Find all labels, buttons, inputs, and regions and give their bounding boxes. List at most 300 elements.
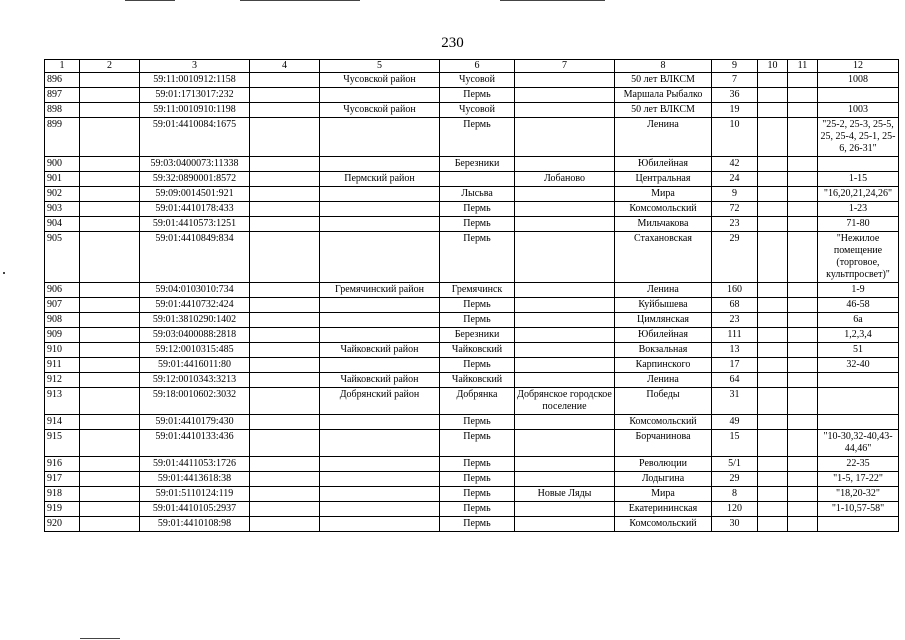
row-number: 918 xyxy=(45,487,80,502)
empty-cell xyxy=(758,343,788,358)
empty-cell xyxy=(758,88,788,103)
city: Чусовой xyxy=(440,73,515,88)
settlement xyxy=(515,283,615,298)
district xyxy=(320,88,440,103)
house-number: 120 xyxy=(712,502,758,517)
empty-cell xyxy=(758,283,788,298)
row-number: 910 xyxy=(45,343,80,358)
row-number: 909 xyxy=(45,328,80,343)
empty-cell xyxy=(250,502,320,517)
empty-cell xyxy=(250,172,320,187)
row-number: 896 xyxy=(45,73,80,88)
settlement xyxy=(515,343,615,358)
city: Пермь xyxy=(440,517,515,532)
cadastral-number: 59:18:0010602:3032 xyxy=(140,388,250,415)
empty-cell xyxy=(758,298,788,313)
house-number: 49 xyxy=(712,415,758,430)
street: Ленина xyxy=(615,373,712,388)
empty-cell xyxy=(80,103,140,118)
empty-cell xyxy=(80,430,140,457)
city xyxy=(440,172,515,187)
street: Ленина xyxy=(615,283,712,298)
empty-cell xyxy=(758,313,788,328)
empty-cell xyxy=(250,415,320,430)
city: Березники xyxy=(440,328,515,343)
settlement xyxy=(515,328,615,343)
street: Победы xyxy=(615,388,712,415)
empty-cell xyxy=(80,388,140,415)
scan-artifact-top-right xyxy=(500,0,605,1)
row-number: 917 xyxy=(45,472,80,487)
house-number: 72 xyxy=(712,202,758,217)
settlement xyxy=(515,73,615,88)
street: 50 лет ВЛКСМ xyxy=(615,73,712,88)
house-number: 24 xyxy=(712,172,758,187)
scan-artifact-top-mid xyxy=(240,0,360,1)
empty-cell xyxy=(250,232,320,283)
table-row xyxy=(45,187,899,202)
street: Цимлянская xyxy=(615,313,712,328)
settlement xyxy=(515,502,615,517)
house-number: 29 xyxy=(712,232,758,283)
empty-cell xyxy=(758,430,788,457)
row-number: 898 xyxy=(45,103,80,118)
page-number: 230 xyxy=(441,35,464,51)
cadastral-number: 59:01:4410084:1675 xyxy=(140,118,250,157)
empty-cell xyxy=(250,517,320,532)
city: Пермь xyxy=(440,88,515,103)
settlement xyxy=(515,430,615,457)
col-header-2: 2 xyxy=(80,60,140,73)
street: Комсомольский xyxy=(615,415,712,430)
empty-cell xyxy=(758,472,788,487)
empty-cell xyxy=(758,415,788,430)
street: Комсомольский xyxy=(615,517,712,532)
settlement xyxy=(515,373,615,388)
row-number: 919 xyxy=(45,502,80,517)
house-number: 17 xyxy=(712,358,758,373)
table-row xyxy=(45,328,899,343)
street: Борчанинова xyxy=(615,430,712,457)
empty-cell xyxy=(788,457,818,472)
cadastral-number: 59:11:0010910:1198 xyxy=(140,103,250,118)
house-number: 19 xyxy=(712,103,758,118)
settlement xyxy=(515,517,615,532)
row-number: 907 xyxy=(45,298,80,313)
empty-cell xyxy=(788,172,818,187)
cadastral-number: 59:04:0103010:734 xyxy=(140,283,250,298)
empty-cell xyxy=(80,373,140,388)
cadastral-number: 59:01:1713017:232 xyxy=(140,88,250,103)
premises: 1003 xyxy=(818,103,899,118)
table-row xyxy=(45,283,899,298)
empty-cell xyxy=(788,157,818,172)
cadastral-number: 59:12:0010343:3213 xyxy=(140,373,250,388)
empty-cell xyxy=(758,457,788,472)
empty-cell xyxy=(250,328,320,343)
house-number: 64 xyxy=(712,373,758,388)
cadastral-number: 59:01:5110124:119 xyxy=(140,487,250,502)
premises xyxy=(818,88,899,103)
row-number: 897 xyxy=(45,88,80,103)
table-row xyxy=(45,118,899,157)
empty-cell xyxy=(250,358,320,373)
empty-cell xyxy=(80,472,140,487)
settlement xyxy=(515,103,615,118)
city: Добрянка xyxy=(440,388,515,415)
empty-cell xyxy=(250,73,320,88)
city: Пермь xyxy=(440,487,515,502)
house-number: 7 xyxy=(712,73,758,88)
empty-cell xyxy=(758,202,788,217)
empty-cell xyxy=(80,202,140,217)
cadastral-number: 59:01:4416011:80 xyxy=(140,358,250,373)
empty-cell xyxy=(758,187,788,202)
city: Чайковский xyxy=(440,343,515,358)
empty-cell xyxy=(758,103,788,118)
row-number: 906 xyxy=(45,283,80,298)
district xyxy=(320,202,440,217)
street: Комсомольский xyxy=(615,202,712,217)
premises: "16,20,21,24,26" xyxy=(818,187,899,202)
empty-cell xyxy=(788,472,818,487)
settlement: Лобаново xyxy=(515,172,615,187)
empty-cell xyxy=(80,457,140,472)
street: Вокзальная xyxy=(615,343,712,358)
scan-artifact-bottom xyxy=(80,638,120,639)
premises: "10-30,32-40,43-44,46" xyxy=(818,430,899,457)
city: Пермь xyxy=(440,415,515,430)
street: Центральная xyxy=(615,172,712,187)
house-number: 8 xyxy=(712,487,758,502)
col-header-5: 5 xyxy=(320,60,440,73)
premises: 1,2,3,4 xyxy=(818,328,899,343)
table-row xyxy=(45,103,899,118)
empty-cell xyxy=(788,517,818,532)
premises: 32-40 xyxy=(818,358,899,373)
col-header-10: 10 xyxy=(758,60,788,73)
premises: "1-10,57-58" xyxy=(818,502,899,517)
row-number: 905 xyxy=(45,232,80,283)
premises xyxy=(818,373,899,388)
empty-cell xyxy=(80,187,140,202)
premises: 71-80 xyxy=(818,217,899,232)
street: Ленина xyxy=(615,118,712,157)
city: Чайковский xyxy=(440,373,515,388)
empty-cell xyxy=(250,202,320,217)
house-number: 15 xyxy=(712,430,758,457)
premises: 22-35 xyxy=(818,457,899,472)
col-header-11: 11 xyxy=(788,60,818,73)
empty-cell xyxy=(758,172,788,187)
house-number: 36 xyxy=(712,88,758,103)
city: Лысьва xyxy=(440,187,515,202)
scan-artifact-left-dot xyxy=(3,272,5,274)
district: Чусовской район xyxy=(320,103,440,118)
col-header-6: 6 xyxy=(440,60,515,73)
premises: "18,20-32" xyxy=(818,487,899,502)
city: Пермь xyxy=(440,472,515,487)
cadastral-number: 59:01:3810290:1402 xyxy=(140,313,250,328)
street: Юбилейная xyxy=(615,328,712,343)
premises: 1-23 xyxy=(818,202,899,217)
table-row xyxy=(45,388,899,415)
district xyxy=(320,517,440,532)
row-number: 903 xyxy=(45,202,80,217)
city: Пермь xyxy=(440,502,515,517)
empty-cell xyxy=(250,343,320,358)
premises: 1008 xyxy=(818,73,899,88)
header-row xyxy=(45,60,899,73)
street: Мира xyxy=(615,487,712,502)
empty-cell xyxy=(788,358,818,373)
cadastral-number: 59:09:0014501:921 xyxy=(140,187,250,202)
empty-cell xyxy=(250,103,320,118)
settlement xyxy=(515,313,615,328)
street: Куйбышева xyxy=(615,298,712,313)
cadastral-number: 59:11:0010912:1158 xyxy=(140,73,250,88)
empty-cell xyxy=(788,430,818,457)
empty-cell xyxy=(250,118,320,157)
row-number: 904 xyxy=(45,217,80,232)
street: Революции xyxy=(615,457,712,472)
empty-cell xyxy=(788,202,818,217)
empty-cell xyxy=(250,217,320,232)
house-number: 30 xyxy=(712,517,758,532)
empty-cell xyxy=(788,313,818,328)
premises: "1-5, 17-22" xyxy=(818,472,899,487)
empty-cell xyxy=(758,217,788,232)
premises: "25-2, 25-3, 25-5, 25, 25-4, 25-1, 25-6, 26-31" xyxy=(818,118,899,157)
house-number: 29 xyxy=(712,472,758,487)
empty-cell xyxy=(758,118,788,157)
cadastral-number: 59:01:4410133:436 xyxy=(140,430,250,457)
city: Пермь xyxy=(440,202,515,217)
empty-cell xyxy=(788,415,818,430)
row-number: 908 xyxy=(45,313,80,328)
settlement xyxy=(515,157,615,172)
row-number: 902 xyxy=(45,187,80,202)
city: Пермь xyxy=(440,298,515,313)
district xyxy=(320,298,440,313)
table-row xyxy=(45,472,899,487)
empty-cell xyxy=(788,187,818,202)
district: Чайковский район xyxy=(320,373,440,388)
city: Пермь xyxy=(440,232,515,283)
district xyxy=(320,415,440,430)
house-number: 13 xyxy=(712,343,758,358)
city: Пермь xyxy=(440,313,515,328)
premises: 6а xyxy=(818,313,899,328)
district xyxy=(320,457,440,472)
empty-cell xyxy=(80,118,140,157)
cadastral-number: 59:01:4410179:430 xyxy=(140,415,250,430)
empty-cell xyxy=(80,172,140,187)
row-number: 913 xyxy=(45,388,80,415)
premises: "Нежилое помещение (торговое, культпросвет)" xyxy=(818,232,899,283)
table-row xyxy=(45,487,899,502)
empty-cell xyxy=(758,487,788,502)
district xyxy=(320,430,440,457)
district xyxy=(320,232,440,283)
city: Пермь xyxy=(440,217,515,232)
house-number: 23 xyxy=(712,217,758,232)
city: Березники xyxy=(440,157,515,172)
empty-cell xyxy=(788,232,818,283)
row-number: 915 xyxy=(45,430,80,457)
cadastral-number: 59:03:0400088:2818 xyxy=(140,328,250,343)
settlement xyxy=(515,217,615,232)
col-header-7: 7 xyxy=(515,60,615,73)
settlement: Добрянское городское поселение xyxy=(515,388,615,415)
settlement xyxy=(515,457,615,472)
cadastral-number: 59:01:4410105:2937 xyxy=(140,502,250,517)
scan-artifact-top-left xyxy=(125,0,175,1)
col-header-9: 9 xyxy=(712,60,758,73)
row-number: 901 xyxy=(45,172,80,187)
empty-cell xyxy=(758,358,788,373)
settlement xyxy=(515,118,615,157)
house-number: 31 xyxy=(712,388,758,415)
empty-cell xyxy=(758,517,788,532)
settlement xyxy=(515,358,615,373)
table-row xyxy=(45,217,899,232)
street: Маршала Рыбалко xyxy=(615,88,712,103)
empty-cell xyxy=(250,457,320,472)
empty-cell xyxy=(250,298,320,313)
street: Мира xyxy=(615,187,712,202)
house-number: 111 xyxy=(712,328,758,343)
district xyxy=(320,187,440,202)
premises: 1-9 xyxy=(818,283,899,298)
col-header-4: 4 xyxy=(250,60,320,73)
empty-cell xyxy=(788,502,818,517)
row-number: 911 xyxy=(45,358,80,373)
empty-cell xyxy=(250,430,320,457)
cadastral-number: 59:01:4410573:1251 xyxy=(140,217,250,232)
empty-cell xyxy=(758,502,788,517)
table-row xyxy=(45,232,899,283)
cadastral-number: 59:01:4410732:424 xyxy=(140,298,250,313)
row-number: 900 xyxy=(45,157,80,172)
street: Юбилейная xyxy=(615,157,712,172)
empty-cell xyxy=(80,343,140,358)
premises xyxy=(818,415,899,430)
house-number: 9 xyxy=(712,187,758,202)
row-number: 920 xyxy=(45,517,80,532)
registry-table xyxy=(44,59,899,532)
empty-cell xyxy=(250,88,320,103)
table-row xyxy=(45,157,899,172)
row-number: 912 xyxy=(45,373,80,388)
district xyxy=(320,358,440,373)
settlement xyxy=(515,187,615,202)
cadastral-number: 59:01:4410108:98 xyxy=(140,517,250,532)
settlement xyxy=(515,88,615,103)
empty-cell xyxy=(788,298,818,313)
premises xyxy=(818,157,899,172)
empty-cell xyxy=(788,88,818,103)
district: Добрянский район xyxy=(320,388,440,415)
street: Лодыгина xyxy=(615,472,712,487)
empty-cell xyxy=(80,487,140,502)
street: Стахановская xyxy=(615,232,712,283)
cadastral-number: 59:12:0010315:485 xyxy=(140,343,250,358)
street: 50 лет ВЛКСМ xyxy=(615,103,712,118)
empty-cell xyxy=(80,502,140,517)
house-number: 23 xyxy=(712,313,758,328)
empty-cell xyxy=(758,373,788,388)
empty-cell xyxy=(758,328,788,343)
district xyxy=(320,118,440,157)
empty-cell xyxy=(788,103,818,118)
district xyxy=(320,313,440,328)
empty-cell xyxy=(80,415,140,430)
empty-cell xyxy=(250,313,320,328)
table-row xyxy=(45,73,899,88)
table-row xyxy=(45,202,899,217)
cadastral-number: 59:01:4411053:1726 xyxy=(140,457,250,472)
cadastral-number: 59:01:4410178:433 xyxy=(140,202,250,217)
row-number: 899 xyxy=(45,118,80,157)
empty-cell xyxy=(80,283,140,298)
city: Гремячинск xyxy=(440,283,515,298)
table-row xyxy=(45,343,899,358)
empty-cell xyxy=(788,73,818,88)
empty-cell xyxy=(788,118,818,157)
empty-cell xyxy=(758,73,788,88)
district: Чайковский район xyxy=(320,343,440,358)
empty-cell xyxy=(80,298,140,313)
street: Мильчакова xyxy=(615,217,712,232)
premises: 1-15 xyxy=(818,172,899,187)
table-row xyxy=(45,517,899,532)
table-row xyxy=(45,298,899,313)
empty-cell xyxy=(250,487,320,502)
city: Пермь xyxy=(440,358,515,373)
settlement xyxy=(515,202,615,217)
empty-cell xyxy=(758,157,788,172)
empty-cell xyxy=(80,157,140,172)
house-number: 68 xyxy=(712,298,758,313)
premises xyxy=(818,388,899,415)
premises: 51 xyxy=(818,343,899,358)
empty-cell xyxy=(80,232,140,283)
empty-cell xyxy=(788,328,818,343)
empty-cell xyxy=(80,517,140,532)
house-number: 5/1 xyxy=(712,457,758,472)
col-header-3: 3 xyxy=(140,60,250,73)
empty-cell xyxy=(80,358,140,373)
table-row xyxy=(45,457,899,472)
empty-cell xyxy=(788,388,818,415)
district xyxy=(320,217,440,232)
street: Карпинского xyxy=(615,358,712,373)
settlement: Новые Ляды xyxy=(515,487,615,502)
empty-cell xyxy=(250,388,320,415)
house-number: 160 xyxy=(712,283,758,298)
col-header-12: 12 xyxy=(818,60,899,73)
house-number: 10 xyxy=(712,118,758,157)
empty-cell xyxy=(80,88,140,103)
empty-cell xyxy=(250,472,320,487)
empty-cell xyxy=(788,487,818,502)
cadastral-number: 59:01:4410849:834 xyxy=(140,232,250,283)
settlement xyxy=(515,415,615,430)
cadastral-number: 59:01:4413618:38 xyxy=(140,472,250,487)
district xyxy=(320,328,440,343)
district xyxy=(320,487,440,502)
